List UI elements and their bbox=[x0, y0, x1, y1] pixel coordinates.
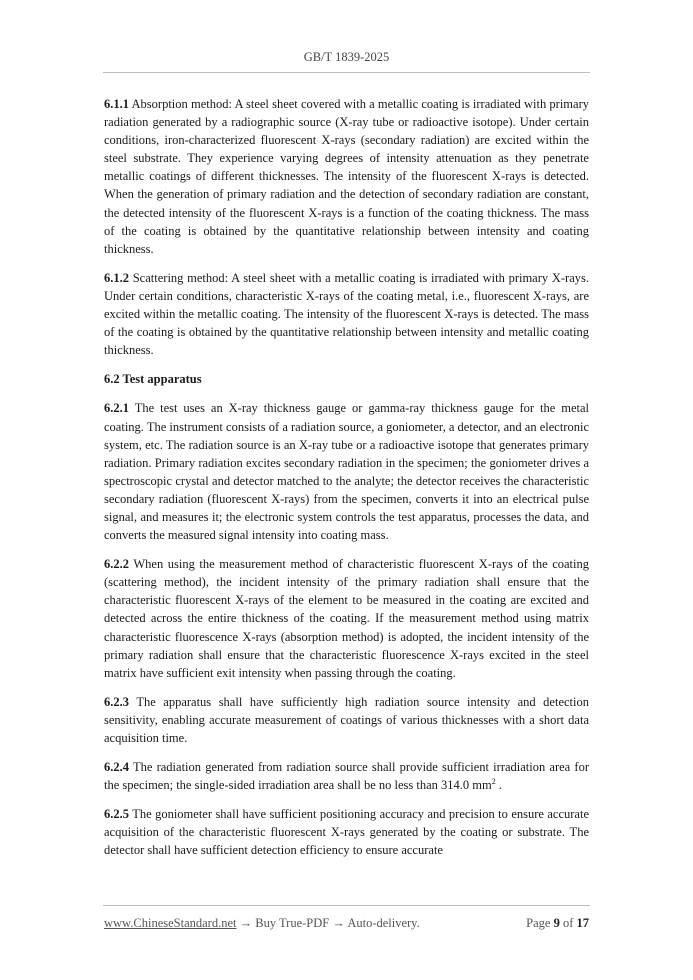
clause-number: 6.1.2 bbox=[104, 270, 129, 285]
clause-text: The radiation generated from radiation source shall provide sufficient irradiation area for the specimen; the single-sided irradiation area shall be no less than 314.0 mm bbox=[104, 760, 589, 793]
clause-text: The goniometer shall have sufficient positioning accuracy and precision to ensure accurate acquisition of the characteristic fluorescent X-rays generated by the coating or substrate. The detector shall have sufficient detection efficiency to ensure accurate bbox=[104, 807, 590, 858]
page-header bbox=[0, 50, 693, 65]
footer-divider bbox=[103, 905, 590, 906]
page-current: 9 bbox=[553, 916, 560, 930]
page-indicator bbox=[526, 916, 589, 931]
clause-text: When using the measurement method of characteristic fluorescent X-rays of the coating (scattering method), the incident intensity of the primary radiation shall ensure that the characteristic fluorescent X-rays of the element to be measured in the coating are excited and detected across the entire thickness of the coating. If the measurement method using matrix characteristic fluorescence X-rays (absorption method) is adopted, the incident intensity of the primary radiation shall ensure that the characteristic fluorescence X-rays excited in the steel matrix have sufficient exit intensity when passing through the coating. bbox=[104, 557, 589, 680]
clause-text: The test uses an X-ray thickness gauge or gamma-ray thickness gauge for the metal coating. The instrument consists of a radiation source, a goniometer, a detector, and an electronic system, etc. The radiation source is an X-ray tube or a radioactive isotope that generates primary radiation. Primary radiation excites secondary radiation in the specimen; the goniometer drives a spectroscopic crystal and detector matched to the analyte; the detector receives the characteristic secondary radiation (fluorescent X-rays) from the specimen, converts it into an electrical pulse signal, and measures it; the electronic system controls the test apparatus, processes the data, and converts the measured signal intensity into coating mass. bbox=[104, 401, 589, 543]
clause-text: Absorption method: A steel sheet covered with a metallic coating is irradiated with primary radiation generated by a radiographic source (X-ray tube or radioactive isotope). Under certain conditions, iron-characterized fluorescent X-rays (secondary radiation) are excited within the steel substrate. They experience varying degrees of intensity attenuation as they penetrate metallic coatings of different thicknesses. The intensity of the fluorescent X-rays is detected. When the generation of primary radiation and the detection of secondary radiation are constant, the detected intensity of the fluorescent X-rays is a function of the coating thickness. The mass of the coating is obtained by the quantitative relationship between intensity and coating thickness. bbox=[104, 97, 589, 256]
paragraph-6-2-4 bbox=[104, 758, 589, 794]
clause-number: 6.2.3 bbox=[104, 694, 129, 709]
paragraph-6-1-1 bbox=[104, 95, 589, 258]
clause-number: 6.2.2 bbox=[104, 557, 129, 572]
clause-text: Scattering method: A steel sheet with a metallic coating is irradiated with primary X-rays. Under certain conditions, characteristic X-rays of the coating metal, i.e., fluorescent X-rays, are excited within the metallic coating. The intensity of the fluorescent X-rays is detected. The mass of the coating is obtained by the quantitative relationship between intensity and metallic coating thickness. bbox=[104, 270, 589, 358]
auto-delivery-text: Auto-delivery. bbox=[347, 916, 420, 930]
document-id: GB/T 1839-2025 bbox=[303, 50, 390, 64]
footer-promo bbox=[104, 916, 420, 931]
page-label: Page bbox=[526, 916, 551, 930]
clause-number: 6.2.5 bbox=[104, 807, 129, 822]
paragraph-6-2-2 bbox=[104, 555, 589, 682]
page-total: 17 bbox=[576, 916, 589, 930]
superscript: 2 bbox=[491, 777, 496, 787]
paragraph-6-2-3 bbox=[104, 693, 589, 747]
clause-text-tail: . bbox=[498, 778, 502, 793]
paragraph-6-2-5 bbox=[104, 805, 589, 859]
document-body bbox=[104, 95, 589, 871]
section-heading: 6.2 Test apparatus bbox=[104, 372, 202, 387]
clause-number: 6.2.1 bbox=[104, 401, 129, 416]
page-of: of bbox=[562, 916, 574, 930]
buy-pdf-text: Buy True-PDF bbox=[255, 916, 330, 930]
paragraph-6-1-2 bbox=[104, 269, 589, 359]
header-divider bbox=[103, 72, 590, 73]
clause-text: The apparatus shall have sufficiently high radiation source intensity and detection sensitivity, enabling accurate measurement of coatings of various thicknesses with a short data acquisition time. bbox=[104, 694, 589, 745]
arrow-right-icon: → bbox=[332, 916, 345, 930]
website-link[interactable]: www.ChineseStandard.net bbox=[104, 916, 237, 930]
arrow-right-icon: → bbox=[239, 916, 253, 930]
paragraph-6-2-1 bbox=[104, 399, 589, 544]
clause-number: 6.2.4 bbox=[104, 760, 129, 775]
clause-number: 6.1.1 bbox=[104, 97, 129, 111]
